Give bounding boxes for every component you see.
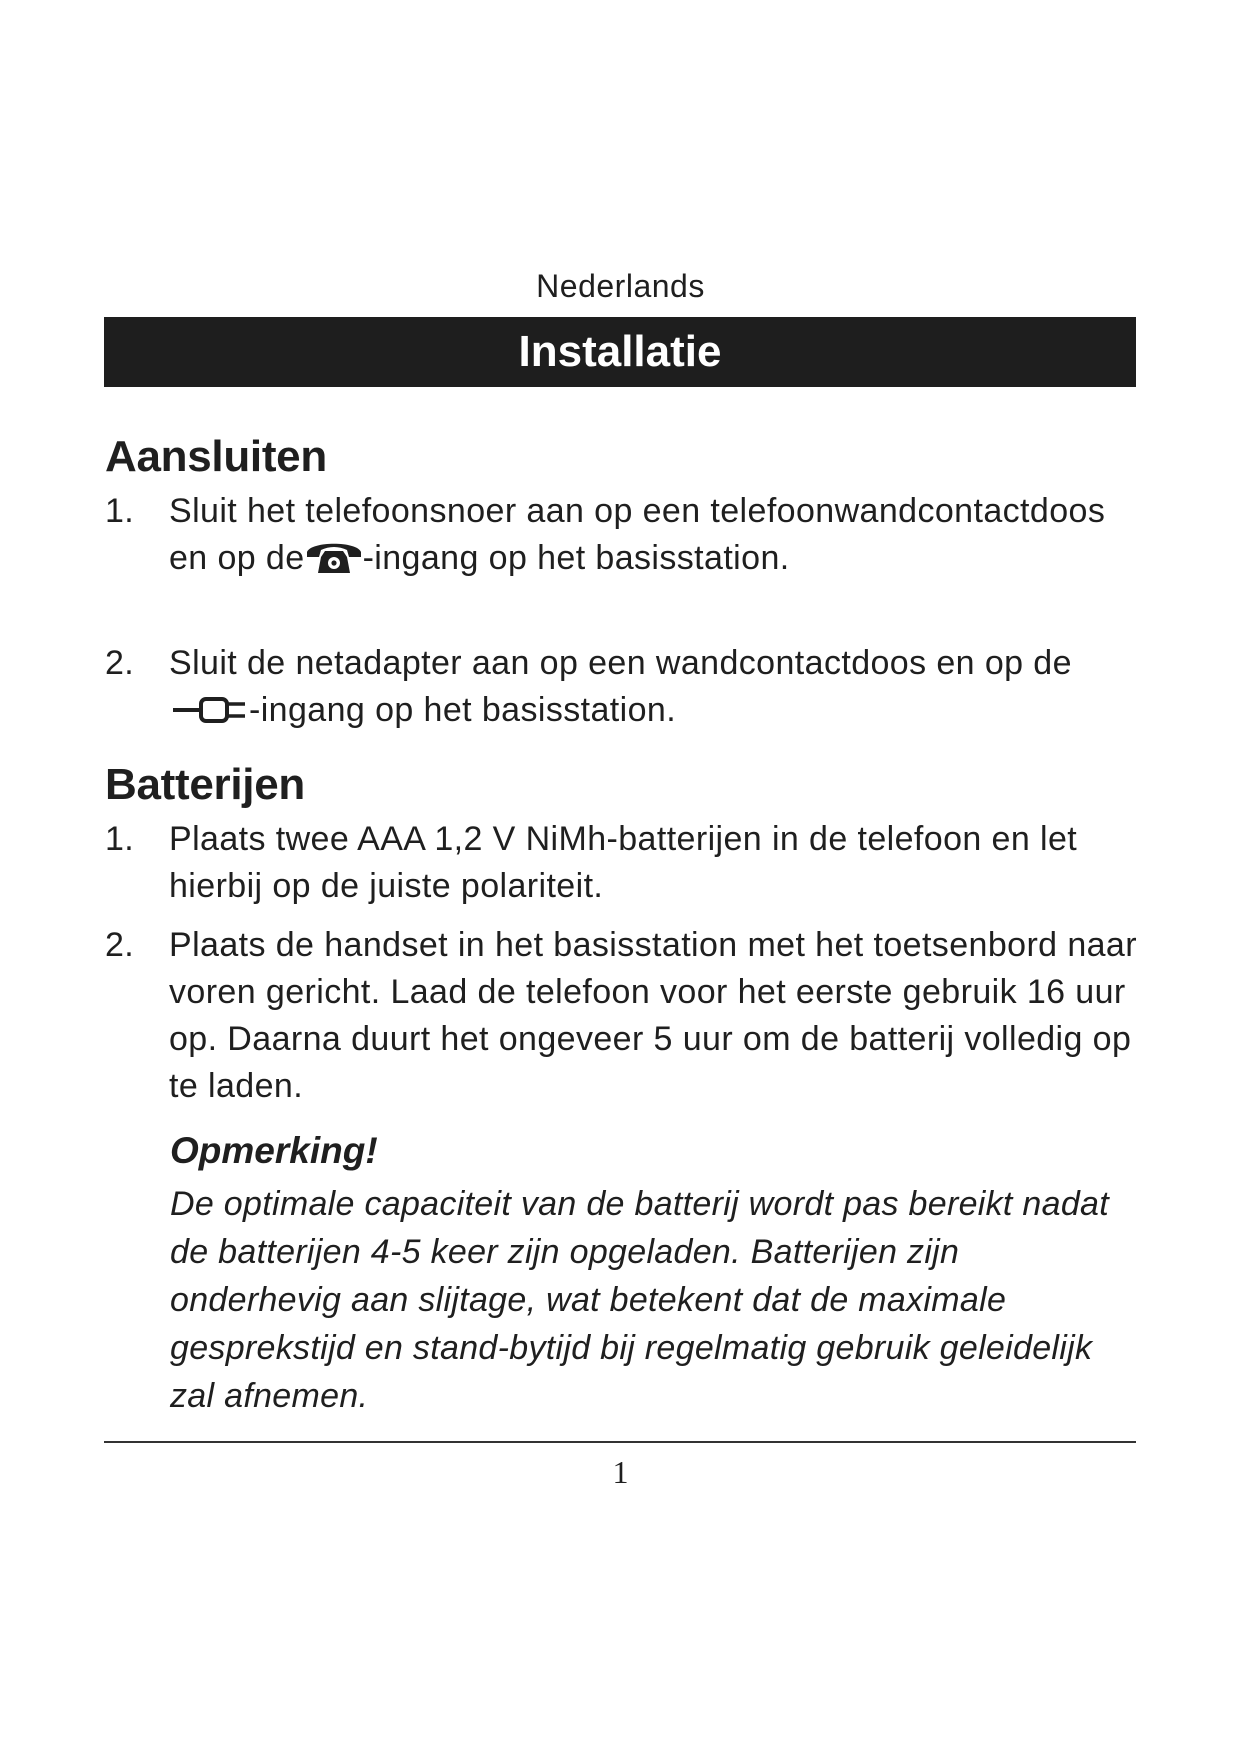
language-label: Nederlands xyxy=(536,268,705,304)
note-heading: Opmerking! xyxy=(170,1130,378,1171)
list-number: 2. xyxy=(105,926,135,964)
list-number: 1. xyxy=(105,492,135,530)
list-item xyxy=(105,816,1140,910)
page-number: 1 xyxy=(612,1454,629,1490)
list-item-text-after: -ingang op het basisstation. xyxy=(249,691,677,729)
list-item-text xyxy=(169,488,1140,588)
list-item-text-after: -ingang op het basisstation. xyxy=(362,539,790,577)
list-item-text-before: Sluit het telefoonsnoer aan op een telefoonwandcontactdoos en op de xyxy=(169,492,1106,577)
list-number: 2. xyxy=(105,644,135,682)
power-adapter-icon xyxy=(169,693,249,740)
list-item-text-before: Sluit de netadapter aan op een wandcontactdoos en op de xyxy=(169,644,1072,682)
heading-batterijen: Batterijen xyxy=(105,760,305,809)
heading-aansluiten: Aansluiten xyxy=(105,432,327,481)
list-item xyxy=(105,640,1140,740)
note-text: De optimale capaciteit van de batterij wordt pas bereikt nadat de batterijen 4-5 keer zijn opgeladen. Batterijen zijn onderhevig aan slijtage, wat betekent dat de maximale gesprekstijd en stand-bytijd bij regelmatig gebruik geleidelijk zal afnemen. xyxy=(170,1185,1110,1415)
list-item-text xyxy=(169,640,1140,740)
telephone-icon xyxy=(305,537,363,588)
list-number: 1. xyxy=(105,820,135,858)
list-item xyxy=(105,488,1140,588)
list-item xyxy=(105,922,1140,1110)
page-title: Installatie xyxy=(518,327,722,376)
list-item-text: Plaats de handset in het basisstation met het toetsenbord naar voren gericht. Laad de telefoon voor het eerste gebruik 16 uur op. Daarna duurt het ongeveer 5 uur om de batterij volledig op te laden. xyxy=(169,926,1137,1105)
list-item-text: Plaats twee AAA 1,2 V NiMh-batterijen in de telefoon en let hierbij op de juiste polariteit. xyxy=(169,820,1078,905)
footer-divider xyxy=(104,1441,1136,1443)
section-title-bar xyxy=(104,317,1136,387)
